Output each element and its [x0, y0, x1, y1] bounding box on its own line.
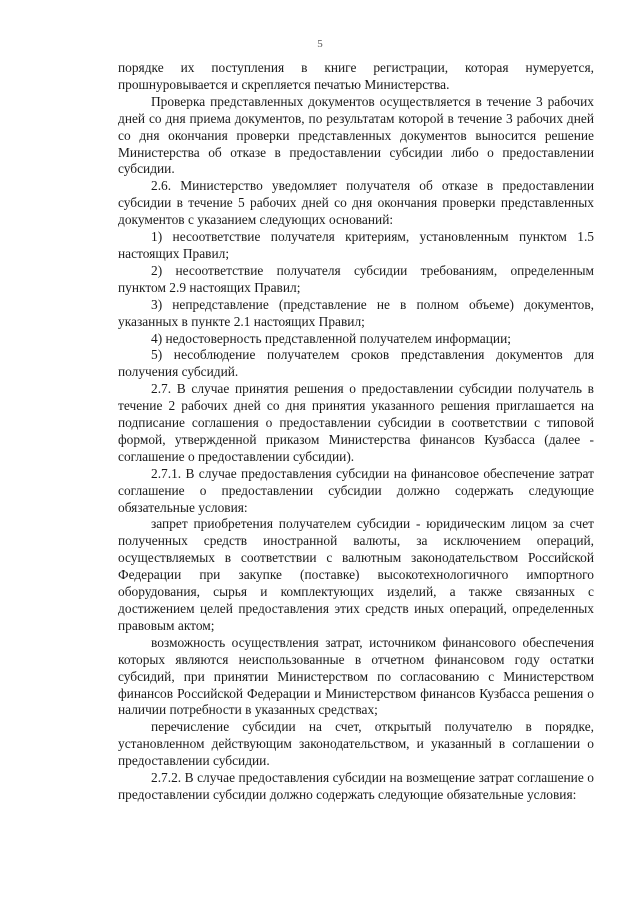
paragraph-document-review: Проверка представленных документов осуществляется в течение 3 рабочих дней со дня приема документов, по результатам которой в течение 3 рабочих дней со дня окончания проверки представленных документов выносится решение Министерства об отказе в предоставлении субсидии либо о предоставлении субсидии.	[118, 93, 594, 177]
paragraph-2-7-2: 2.7.2. В случае предоставления субсидии на возмещение затрат соглашение о предоставлении субсидии должно содержать следующие обязательные условия:	[118, 770, 594, 802]
list-item-5: 5) несоблюдение получателем сроков представления документов для получения субсидий.	[118, 347, 594, 380]
paragraph-2-6: 2.6. Министерство уведомляет получателя об отказе в предоставлении субсидии в течение 5 рабочих дней со дня окончания проверки представленных документов с указанием следующих оснований:	[118, 178, 594, 228]
page-number: 5	[317, 38, 323, 50]
condition-unused-balances: возможность осуществления затрат, источником финансового обеспечения которых являются неиспользованные в отчетном финансовом году остатки субсидий, при принятии Министерством по согласованию с Министерством финансов Российской Федерации и Министерством финансов Кузбасса решения о наличии потребности в указанных средствах;	[118, 634, 594, 718]
list-item-2: 2) несоответствие получателя субсидии требованиям, определенным пунктом 2.9 настоящих Правил;	[118, 262, 594, 295]
list-item-3: 3) непредставление (представление не в полном объеме) документов, указанных в пункте 2.1 настоящих Правил;	[118, 296, 594, 329]
list-item-1: 1) несоответствие получателя критериям, установленным пунктом 1.5 настоящих Правил;	[118, 229, 594, 261]
list-item-4: 4) недостоверность представленной получателем информации;	[151, 330, 511, 346]
condition-transfer-to-account: перечисление субсидии на счет, открытый получателю в порядке, установленном действующим законодательством, и указанный в соглашении о предоставлении субсидии.	[118, 719, 594, 769]
condition-currency-ban: запрет приобретения получателем субсидии - юридическим лицом за счет полученных средств иностранной валюты, за исключением операций, осуществляемых в соответствии с валютным законодательством Российской Федерации при закупке (поставке) высокотехнологичного импортного оборудования, сырья и комплектующих изделий, а также связанных с достижением целей предоставления этих средств иных операций, определенных правовым актом;	[118, 516, 594, 633]
paragraph-2-7: 2.7. В случае принятия решения о предоставлении субсидии получатель в течение 2 рабочих дней со дня принятия указанного решения приглашается на подписание соглашения о предоставлении субсидии в соответствии с типовой формой, утвержденной приказом Министерства финансов Кузбасса (далее - соглашение о предоставлении субсидии).	[118, 381, 594, 464]
paragraph-2-7-1: 2.7.1. В случае предоставления субсидии на финансовое обеспечение затрат соглашение о предоставлении субсидии должно содержать следующие обязательные условия:	[118, 465, 594, 515]
document-body	[118, 60, 594, 804]
paragraph-continuation: порядке их поступления в книге регистрации, которая нумеруется, прошнуровывается и скрепляется печатью Министерства.	[118, 60, 594, 92]
